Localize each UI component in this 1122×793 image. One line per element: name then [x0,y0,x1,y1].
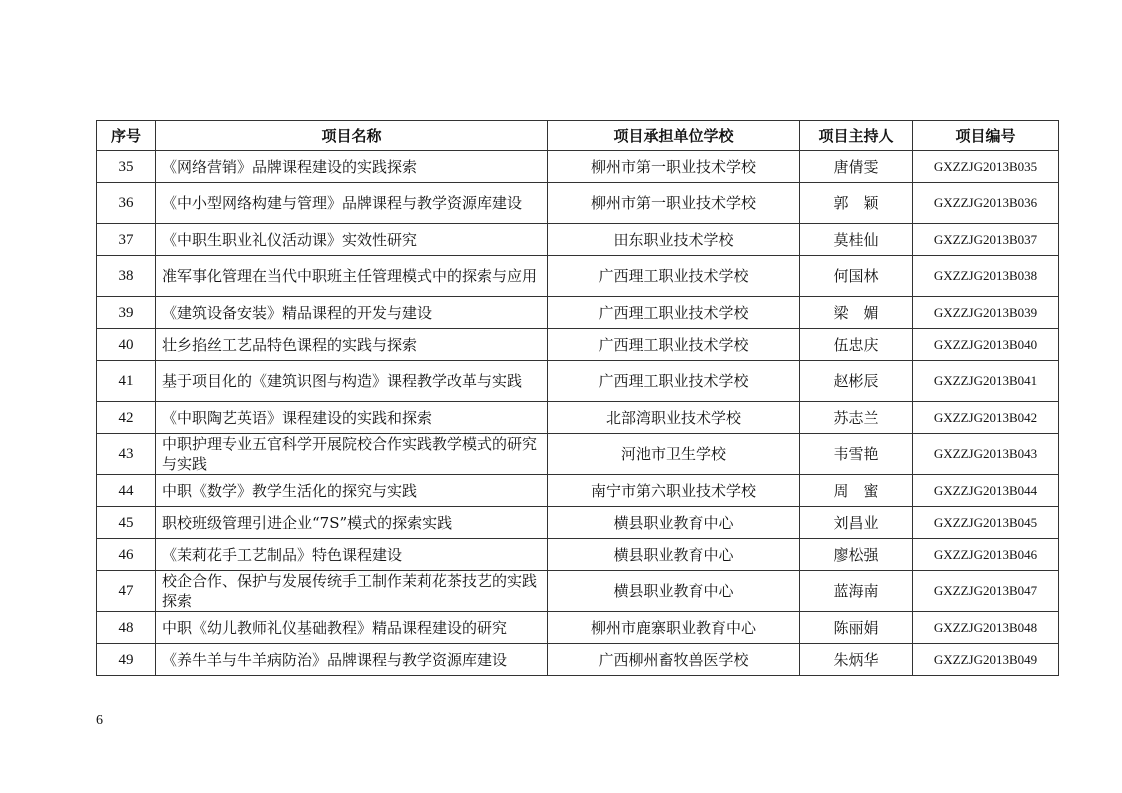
row-index: 40 [97,329,156,361]
row-unit: 横县职业教育中心 [548,507,800,539]
row-unit: 横县职业教育中心 [548,571,800,612]
row-code: GXZZJG2013B042 [913,402,1059,434]
row-host: 陈丽娟 [800,612,913,644]
table-row [97,256,1059,297]
row-host: 莫桂仙 [800,224,913,256]
row-code: GXZZJG2013B040 [913,329,1059,361]
row-name: 职校班级管理引进企业“7S”模式的探索实践 [156,507,548,539]
row-name: 《中职生职业礼仪活动课》实效性研究 [156,224,548,256]
row-name: 基于项目化的《建筑识图与构造》课程教学改革与实践 [156,361,548,402]
row-host: 伍忠庆 [800,329,913,361]
row-index: 38 [97,256,156,297]
table-row [97,644,1059,676]
table-row [97,297,1059,329]
row-host: 韦雪艳 [800,434,913,475]
row-host: 郭 颖 [800,183,913,224]
row-host: 朱炳华 [800,644,913,676]
row-host: 蓝海南 [800,571,913,612]
row-name: 《茉莉花手工艺制品》特色课程建设 [156,539,548,571]
row-index: 39 [97,297,156,329]
page-number: 6 [96,713,103,728]
table-header [97,121,1059,151]
row-unit: 广西理工职业技术学校 [548,329,800,361]
row-index: 44 [97,475,156,507]
row-index: 41 [97,361,156,402]
row-unit: 柳州市第一职业技术学校 [548,183,800,224]
row-code: GXZZJG2013B041 [913,361,1059,402]
row-code: GXZZJG2013B037 [913,224,1059,256]
header-host: 项目主持人 [800,121,913,151]
row-index: 48 [97,612,156,644]
row-name: 《中小型网络构建与管理》品牌课程与教学资源库建设 [156,183,548,224]
table-row [97,402,1059,434]
row-code: GXZZJG2013B049 [913,644,1059,676]
table-row [97,183,1059,224]
table-body [97,151,1059,676]
row-code: GXZZJG2013B048 [913,612,1059,644]
row-index: 42 [97,402,156,434]
header-name: 项目名称 [156,121,548,151]
row-host: 廖松强 [800,539,913,571]
row-name: 壮乡掐丝工艺品特色课程的实践与探索 [156,329,548,361]
row-index: 49 [97,644,156,676]
table-row [97,507,1059,539]
row-host: 唐倩雯 [800,151,913,183]
table-row [97,151,1059,183]
row-unit: 田东职业技术学校 [548,224,800,256]
row-host: 赵彬辰 [800,361,913,402]
row-name: 《网络营销》品牌课程建设的实践探索 [156,151,548,183]
header-code: 项目编号 [913,121,1059,151]
row-index: 43 [97,434,156,475]
row-name: 中职护理专业五官科学开展院校合作实践教学模式的研究与实践 [156,434,548,475]
row-code: GXZZJG2013B047 [913,571,1059,612]
row-code: GXZZJG2013B046 [913,539,1059,571]
row-name: 《养牛羊与牛羊病防治》品牌课程与教学资源库建设 [156,644,548,676]
row-index: 36 [97,183,156,224]
row-name: 中职《数学》教学生活化的探究与实践 [156,475,548,507]
row-name: 中职《幼儿教师礼仪基础教程》精品课程建设的研究 [156,612,548,644]
table-row [97,475,1059,507]
table-row [97,539,1059,571]
row-unit: 柳州市第一职业技术学校 [548,151,800,183]
row-index: 47 [97,571,156,612]
table-row [97,329,1059,361]
row-unit: 广西柳州畜牧兽医学校 [548,644,800,676]
row-host: 周 蜜 [800,475,913,507]
row-unit: 柳州市鹿寨职业教育中心 [548,612,800,644]
row-host: 苏志兰 [800,402,913,434]
row-code: GXZZJG2013B036 [913,183,1059,224]
row-name: 《中职陶艺英语》课程建设的实践和探索 [156,402,548,434]
row-index: 45 [97,507,156,539]
row-unit: 广西理工职业技术学校 [548,297,800,329]
row-unit: 北部湾职业技术学校 [548,402,800,434]
table-row [97,612,1059,644]
row-unit: 横县职业教育中心 [548,539,800,571]
row-unit: 广西理工职业技术学校 [548,361,800,402]
header-unit: 项目承担单位学校 [548,121,800,151]
row-host: 梁 媚 [800,297,913,329]
row-name: 《建筑设备安装》精品课程的开发与建设 [156,297,548,329]
row-index: 35 [97,151,156,183]
row-name: 校企合作、保护与发展传统手工制作茉莉花茶技艺的实践探索 [156,571,548,612]
project-table [96,120,1059,676]
header-index: 序号 [97,121,156,151]
row-unit: 广西理工职业技术学校 [548,256,800,297]
row-index: 37 [97,224,156,256]
row-code: GXZZJG2013B035 [913,151,1059,183]
header-row [97,121,1059,151]
row-code: GXZZJG2013B045 [913,507,1059,539]
row-unit: 南宁市第六职业技术学校 [548,475,800,507]
row-code: GXZZJG2013B043 [913,434,1059,475]
table-row [97,224,1059,256]
row-unit: 河池市卫生学校 [548,434,800,475]
row-host: 何国林 [800,256,913,297]
row-code: GXZZJG2013B038 [913,256,1059,297]
row-code: GXZZJG2013B039 [913,297,1059,329]
table-row [97,361,1059,402]
table-row [97,434,1059,475]
row-index: 46 [97,539,156,571]
row-name: 准军事化管理在当代中职班主任管理模式中的探索与应用 [156,256,548,297]
row-host: 刘昌业 [800,507,913,539]
table-row [97,571,1059,612]
row-code: GXZZJG2013B044 [913,475,1059,507]
